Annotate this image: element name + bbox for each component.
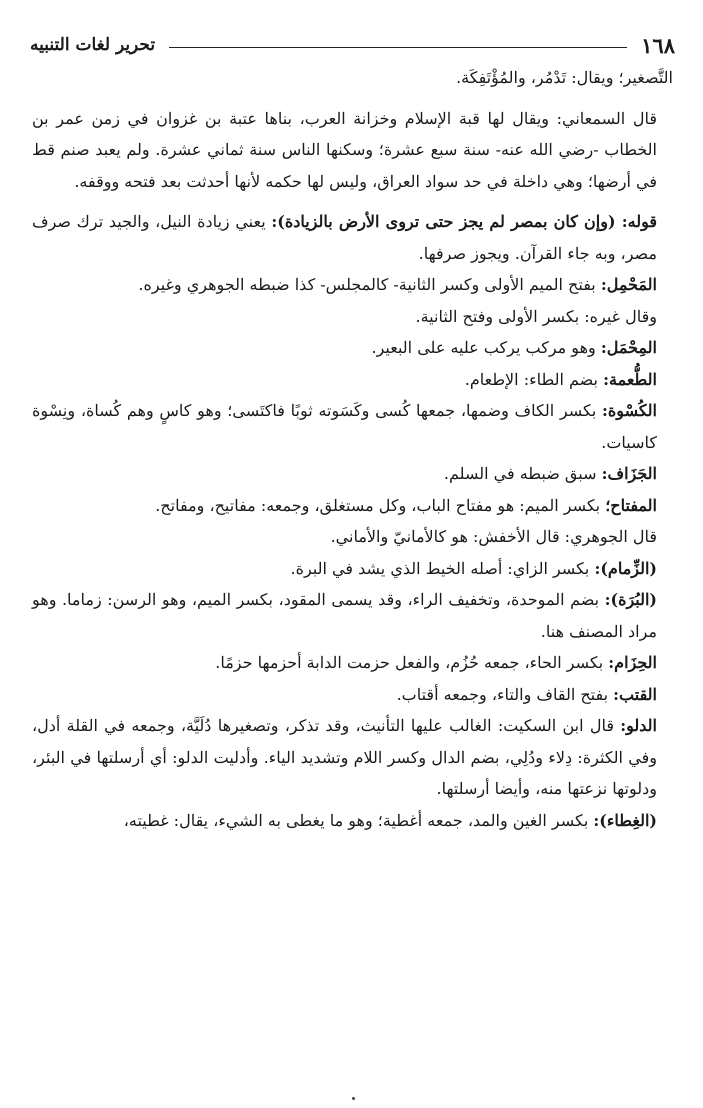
paragraph — [32, 269, 673, 301]
entry-text: بكسر الحاء، جمعه حُزُم، والفعل حزمت الدابة أحزمها حزمًا. — [215, 653, 609, 672]
entry-term: (الغِطاء): — [593, 810, 657, 830]
entry-term: الدلو: — [620, 716, 657, 735]
entry-text: بضم الموحدة، وتخفيف الراء، وقد يسمى المقود، بكسر الميم، وهو الرسن: زماما. وهو مراد المصنف هنا. — [32, 590, 657, 641]
entry-text: بضم الطاء: الإطعام. — [464, 369, 604, 389]
entry-term: الحِزَام: — [608, 653, 657, 672]
entry-term: المفتاح؛ — [605, 495, 657, 515]
page-body — [32, 62, 673, 1068]
header-rule — [169, 47, 627, 48]
entry-term: المَحْمِل: — [600, 275, 657, 294]
entry-text: يعني زيادة النيل، والجيد ترك صرف مصر، وبه جاء القرآن. ويجوز صرفها. — [32, 212, 657, 263]
entry-text: التَّصغير؛ ويقال: تَدْمُر، والمُؤْتَفِكَة. — [456, 68, 673, 87]
paragraph — [32, 458, 673, 490]
page-number: ١٦٨ — [641, 32, 675, 58]
entry-term: قوله: (وإن كان بمصر لم يجز حتى تروى الأرض بالزيادة): — [271, 212, 657, 231]
paragraph — [32, 647, 673, 679]
entry-text: بكسر الكاف وضمها، جمعها كُسى وكَسَوته ثوبًا فاكتَسى؛ وهو كاسٍ وهم كُساة، ونِسْوة كاسيات. — [32, 401, 657, 452]
paragraph — [32, 103, 673, 198]
entry-text: سبق ضبطه في السلم. — [443, 464, 602, 483]
entry-text: وهو مركب يركب عليه على البعير. — [371, 338, 601, 357]
entry-text: وقال غيره: بكسر الأولى وفتح الثانية. — [415, 306, 657, 326]
paragraph — [32, 584, 673, 647]
entry-text: بفتح الميم الأولى وكسر الثانية- كالمجلس- كذا ضبطه الجوهري وغيره. — [138, 275, 601, 294]
entry-term: المِحْمَل: — [600, 338, 657, 357]
entry-text: بفتح القاف والتاء، وجمعه أقتاب. — [396, 684, 614, 704]
paragraph — [32, 710, 673, 805]
entry-term: (الزِّمام): — [594, 558, 657, 578]
entry-term: الجَزَاف: — [601, 464, 657, 483]
entry-term: (البُرَة): — [604, 590, 657, 609]
running-title: تحرير لغات التنبيه — [30, 35, 156, 55]
entry-term: الطُّعمة: — [603, 369, 657, 389]
paragraph — [32, 62, 673, 94]
paragraph — [32, 364, 673, 396]
entry-text: بكسر الميم: هو مفتاح الباب، وكل مستغلق، وجمعه: مفاتيح، ومفاتح. — [155, 495, 606, 515]
footer-dot — [352, 1097, 355, 1100]
paragraph — [32, 553, 673, 585]
paragraph — [32, 332, 673, 364]
paragraph — [32, 805, 673, 837]
entry-term: القتب: — [613, 684, 657, 704]
page-header — [30, 28, 675, 62]
entry-text: بكسر الزاي: أصله الخيط الذي يشد في البرة. — [290, 558, 595, 578]
paragraph — [32, 301, 673, 333]
entry-term: الكُسْوة: — [602, 401, 657, 420]
entry-text: بكسر الغين والمد، جمعه أغطية؛ وهو ما يغطى به الشيء، يقال: غطيته، — [123, 810, 594, 830]
paragraph — [32, 490, 673, 522]
entry-text: قال ابن السكيت: الغالب عليها التأنيث، وقد تذكر، وتصغيرها دُلَيَّة، وجمعه في القلة أدل، وفي الكثرة: دِلاء ودُلِي، بضم الدال وكسر اللام وتشديد الياء. وأدليت الدلو: أي أرسلتها في البئر، ودلوتها نزعتها منه، وأيضا أرسلتها. — [32, 716, 657, 798]
paragraph — [32, 206, 673, 269]
entry-text: قال السمعاني: ويقال لها قبة الإسلام وخزانة العرب، بناها عتبة بن غزوان في زمن عمر بن الخطاب -رضي الله عنه- سنة سبع عشرة؛ وسكنها الناس سنة ثماني عشرة. ولم يعبد صنم قط في أرضها؛ وهي داخلة في حد سواد العراق، وليس لها حكمه لأنها أحدثت بعد فتحه ووقفه. — [32, 108, 657, 191]
paragraph — [32, 679, 673, 711]
paragraph — [32, 395, 673, 458]
paragraph — [32, 521, 673, 553]
entry-text: قال الجوهري: قال الأخفش: هو كالأمانيّ والأماني. — [330, 527, 657, 546]
